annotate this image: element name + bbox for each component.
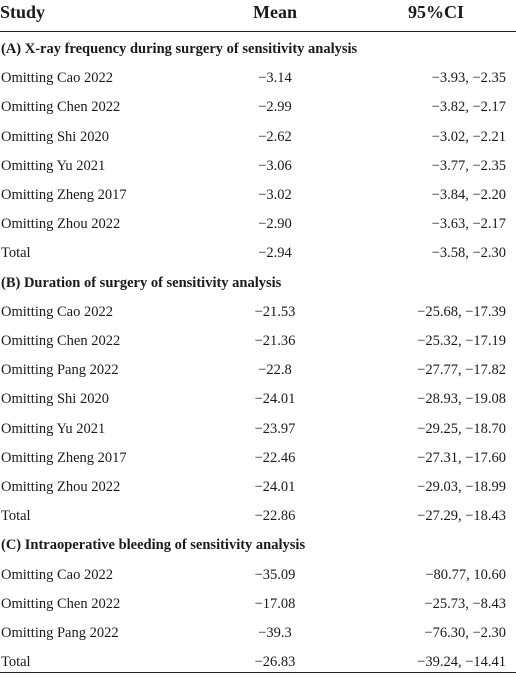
ci-cell: −28.93, −19.08 <box>417 391 506 408</box>
ci-cell: −3.93, −2.35 <box>431 70 506 87</box>
table-row <box>0 327 516 356</box>
ci-cell: −3.58, −2.30 <box>431 245 506 262</box>
study-cell: Omitting Chen 2022 <box>1 333 121 349</box>
table-row <box>0 298 516 327</box>
mean-cell: −35.09 <box>254 566 296 583</box>
table-row <box>0 385 516 414</box>
study-cell: Omitting Cao 2022 <box>1 70 113 87</box>
mean-cell: −22.86 <box>254 508 296 525</box>
ci-cell: −76.30, −2.30 <box>424 625 506 641</box>
ci-cell: −80.77, 10.60 <box>425 566 506 583</box>
table-row <box>0 561 516 590</box>
mean-cell: −22.8 <box>258 362 292 379</box>
study-cell: Omitting Yu 2021 <box>1 157 106 174</box>
table-row <box>0 152 516 181</box>
table-row <box>0 64 516 93</box>
header-mean: Mean <box>253 2 297 22</box>
study-cell: Omitting Zhou 2022 <box>1 216 121 233</box>
mean-cell: −2.99 <box>258 99 292 116</box>
table-row <box>0 619 516 648</box>
table-row <box>0 123 516 152</box>
ci-cell: −3.63, −2.17 <box>431 216 506 233</box>
study-cell: Omitting Cao 2022 <box>1 303 113 320</box>
ci-cell: −25.68, −17.39 <box>417 303 506 320</box>
study-cell: Total <box>1 245 31 262</box>
ci-cell: −27.31, −17.60 <box>417 449 506 466</box>
section-title-text: (B) Duration of surgery of sensitivity analysis <box>1 274 282 291</box>
table-row <box>0 181 516 210</box>
header-rule <box>0 31 516 32</box>
table-header <box>0 0 516 29</box>
table-row <box>0 502 516 531</box>
ci-cell: −39.24, −14.41 <box>417 654 506 671</box>
mean-cell: −21.36 <box>254 333 296 349</box>
study-cell: Omitting Chen 2022 <box>1 595 121 612</box>
ci-cell: −3.84, −2.20 <box>431 187 506 203</box>
mean-cell: −23.97 <box>254 420 296 437</box>
mean-cell: −21.53 <box>254 303 296 320</box>
ci-cell: −25.32, −17.19 <box>417 333 506 349</box>
study-cell: Omitting Shi 2020 <box>1 128 109 145</box>
study-cell: Omitting Yu 2021 <box>1 420 106 437</box>
table-row <box>0 415 516 444</box>
mean-cell: −22.46 <box>254 449 296 466</box>
section-title <box>1 269 516 298</box>
mean-cell: −2.62 <box>258 128 292 145</box>
mean-cell: −3.14 <box>258 70 292 87</box>
mean-cell: −26.83 <box>254 654 296 671</box>
ci-cell: −27.29, −18.43 <box>417 508 506 525</box>
study-cell: Omitting Shi 2020 <box>1 391 109 408</box>
table-row <box>0 473 516 502</box>
study-cell: Total <box>1 654 31 671</box>
mean-cell: −24.01 <box>254 391 296 408</box>
study-cell: Omitting Zhou 2022 <box>1 479 121 495</box>
section-title <box>1 35 516 64</box>
ci-cell: −3.82, −2.17 <box>431 99 506 116</box>
study-cell: Omitting Zheng 2017 <box>1 187 127 203</box>
mean-cell: −3.02 <box>258 187 292 203</box>
table-row <box>0 356 516 385</box>
table-row <box>0 239 516 268</box>
study-cell: Omitting Pang 2022 <box>1 362 119 379</box>
table-row <box>0 210 516 239</box>
study-cell: Omitting Chen 2022 <box>1 99 121 116</box>
ci-cell: −29.03, −18.99 <box>417 479 506 495</box>
study-cell: Omitting Zheng 2017 <box>1 449 127 466</box>
table-row <box>0 93 516 122</box>
mean-cell: −17.08 <box>254 595 296 612</box>
table-row <box>0 590 516 619</box>
study-cell: Total <box>1 508 31 525</box>
section-title-text: (C) Intraoperative bleeding of sensitivity analysis <box>1 537 306 554</box>
mean-cell: −3.06 <box>258 157 292 174</box>
section-title <box>1 531 516 560</box>
header-study: Study <box>0 2 46 22</box>
header-ci: 95%CI <box>408 2 465 22</box>
ci-cell: −3.77, −2.35 <box>431 157 506 174</box>
study-cell: Omitting Pang 2022 <box>1 625 119 641</box>
mean-cell: −39.3 <box>258 625 292 641</box>
ci-cell: −3.02, −2.21 <box>431 128 506 145</box>
ci-cell: −27.77, −17.82 <box>417 362 506 379</box>
ci-cell: −25.73, −8.43 <box>424 595 506 612</box>
mean-cell: −2.90 <box>258 216 292 233</box>
section-title-text: (A) X-ray frequency during surgery of sensitivity analysis <box>1 41 358 57</box>
ci-cell: −29.25, −18.70 <box>417 420 506 437</box>
mean-cell: −24.01 <box>254 479 296 495</box>
table-row <box>0 444 516 473</box>
mean-cell: −2.94 <box>258 245 292 262</box>
study-cell: Omitting Cao 2022 <box>1 566 113 583</box>
